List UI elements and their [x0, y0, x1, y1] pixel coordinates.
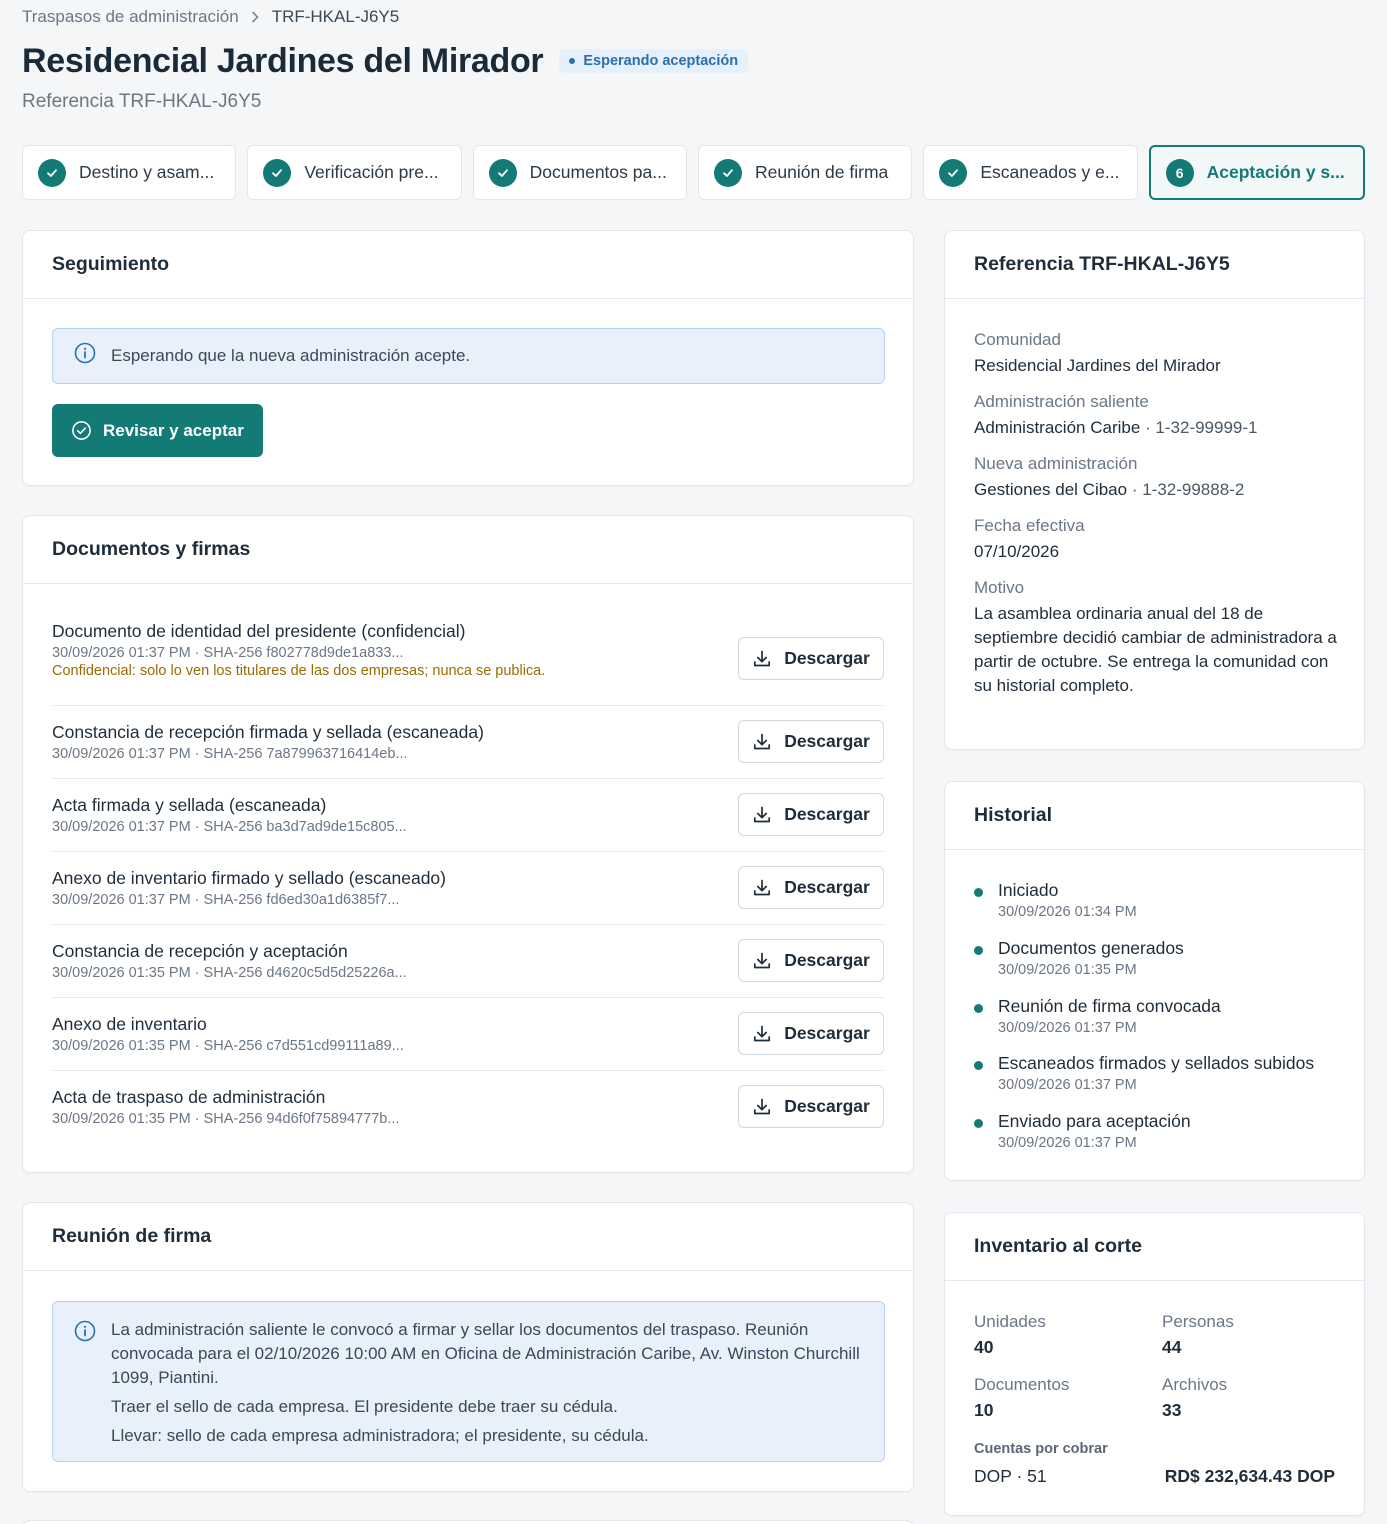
history-card [944, 781, 1365, 1181]
meeting-description: La administración saliente le convocó a firmar y sellar los documentos del traspaso. Reunión convocada para el 02/10/2026 10:00 AM en Oficina de Administración Caribe, Av. Winston Churchill 1099, Piantini. [111, 1320, 860, 1387]
download-button[interactable] [738, 866, 884, 909]
review-accept-label: Revisar y aceptar [103, 420, 244, 440]
download-label: Descargar [784, 877, 870, 897]
people-value: 44 [1162, 1337, 1182, 1357]
document-row [52, 925, 884, 998]
status-badge-label: Esperando aceptación [583, 53, 739, 69]
download-icon [752, 805, 772, 825]
document-row [52, 852, 884, 925]
timeline-dot-icon [974, 1004, 983, 1013]
step-label: Aceptación y s... [1206, 162, 1345, 182]
document-meta: 30/09/2026 01:37 PM · SHA-256 7a879963716414eb... [52, 746, 408, 762]
receivables-label: Cuentas por cobrar [974, 1441, 1108, 1457]
effective-date-label: Fecha efectiva [974, 516, 1085, 535]
download-button[interactable] [738, 637, 884, 680]
document-row [52, 621, 884, 706]
receivables-amount: RD$ 232,634.43 DOP [1164, 1466, 1335, 1486]
history-title: Reunión de firma convocada [998, 996, 1221, 1016]
history-item [974, 938, 1184, 978]
step-label: Reunión de firma [754, 162, 889, 182]
download-icon [752, 1024, 772, 1044]
download-icon [752, 951, 772, 971]
history-item [974, 1111, 1191, 1151]
info-icon [73, 1319, 97, 1350]
page-subtitle: Referencia TRF-HKAL-J6Y5 [22, 91, 262, 112]
document-meta: 30/09/2026 01:37 PM · SHA-256 ba3d7ad9de15c805... [52, 819, 407, 835]
files-label: Archivos [1162, 1375, 1228, 1394]
document-title: Acta de traspaso de administración [52, 1087, 326, 1107]
outgoing-id: · 1-32-99999-1 [1145, 418, 1258, 437]
download-button[interactable] [738, 793, 884, 836]
download-button[interactable] [738, 939, 884, 982]
step-destino[interactable] [22, 145, 236, 200]
history-date: 30/09/2026 01:37 PM [998, 1020, 1137, 1036]
check-icon [714, 159, 742, 187]
community-label: Comunidad [974, 330, 1061, 349]
community-value [974, 354, 1339, 378]
incoming-id: · 1-32-99888-2 [1131, 480, 1245, 499]
breadcrumb-parent-link[interactable]: Traspasos de administración [22, 7, 239, 26]
document-title: Acta firmada y sellada (escaneada) [52, 795, 327, 815]
check-icon [38, 159, 66, 187]
download-button[interactable] [738, 1085, 884, 1128]
document-meta: 30/09/2026 01:37 PM · SHA-256 f802778d9de1a833... [52, 645, 404, 661]
inventory-people [1162, 1312, 1234, 1358]
download-label: Descargar [784, 1023, 870, 1043]
info-banner [52, 328, 885, 384]
document-meta: 30/09/2026 01:35 PM · SHA-256 c7d551cd99111a89... [52, 1038, 404, 1054]
stepper [22, 145, 1365, 200]
confidential-note: Confidencial: solo lo ven los titulares de las dos empresas; nunca se publica. [52, 663, 546, 679]
history-date: 30/09/2026 01:37 PM [998, 1077, 1137, 1093]
document-title: Anexo de inventario firmado y sellado (escaneado) [52, 868, 446, 888]
tracking-card [22, 230, 914, 486]
history-item [974, 1053, 1314, 1093]
inventory-units [974, 1312, 1046, 1358]
incoming-label: Nueva administración [974, 454, 1138, 473]
card-title: Documentos y firmas [23, 516, 913, 584]
timeline-dot-icon [974, 1061, 983, 1070]
card-title: Historial [945, 782, 1364, 850]
download-icon [752, 649, 772, 669]
check-circle-icon [71, 420, 92, 441]
outgoing-label: Administración saliente [974, 392, 1149, 411]
breadcrumb-current: TRF-HKAL-J6Y5 [271, 7, 400, 26]
reference-card [944, 230, 1365, 750]
document-row [52, 1071, 884, 1144]
history-date: 30/09/2026 01:37 PM [998, 1135, 1137, 1151]
inventory-card [944, 1212, 1365, 1516]
chevron-right-icon [251, 11, 260, 23]
document-title: Anexo de inventario [52, 1014, 207, 1034]
people-label: Personas [1162, 1312, 1234, 1331]
document-row [52, 998, 884, 1071]
document-title: Constancia de recepción firmada y sellada (escaneada) [52, 722, 484, 742]
download-label: Descargar [784, 648, 870, 668]
history-item [974, 996, 1221, 1036]
page-title: Residencial Jardines del Mirador [22, 41, 544, 80]
reason-label: Motivo [974, 578, 1025, 597]
units-label: Unidades [974, 1312, 1046, 1331]
document-row [52, 706, 884, 779]
check-icon [489, 159, 517, 187]
meeting-bring: Llevar: sello de cada empresa administradora; el presidente, su cédula. [111, 1426, 649, 1445]
document-row [52, 779, 884, 852]
timeline-dot-icon [974, 946, 983, 955]
step-aceptacion[interactable] [1149, 145, 1365, 200]
card-title: Referencia TRF-HKAL-J6Y5 [945, 231, 1364, 299]
info-text: Esperando que la nueva administración acepte. [111, 346, 471, 365]
outgoing-value [974, 416, 1339, 440]
status-dot-icon [569, 58, 575, 64]
next-card-edge [22, 1520, 914, 1524]
card-title: Reunión de firma [23, 1203, 913, 1271]
reason-value: La asamblea ordinaria anual del 18 de septiembre decidió cambiar de administradora a partir de octubre. Se entrega la comunidad con su historial completo. [974, 604, 1337, 695]
check-icon [939, 159, 967, 187]
effective-date-value: 07/10/2026 [974, 542, 1060, 561]
download-label: Descargar [784, 1096, 870, 1116]
download-icon [752, 878, 772, 898]
outgoing-name: Administración Caribe [974, 418, 1141, 437]
community-name: Residencial Jardines del Mirador [974, 356, 1221, 375]
step-label: Verificación pre... [304, 162, 439, 182]
inventory-files [1162, 1375, 1227, 1421]
document-meta: 30/09/2026 01:35 PM · SHA-256 94d6f0f75894777b... [52, 1111, 400, 1127]
download-label: Descargar [784, 731, 870, 751]
card-title: Seguimiento [23, 231, 913, 299]
history-title: Documentos generados [998, 938, 1184, 958]
files-value: 33 [1162, 1400, 1182, 1420]
meeting-info-banner [52, 1301, 885, 1462]
timeline-dot-icon [974, 888, 983, 897]
document-meta: 30/09/2026 01:35 PM · SHA-256 d4620c5d5d25226a... [52, 965, 407, 981]
review-accept-button[interactable] [52, 404, 263, 457]
receivables-currency: DOP · 51 [974, 1466, 1047, 1486]
download-icon [752, 732, 772, 752]
documents-value: 10 [974, 1400, 994, 1420]
step-escaneados[interactable] [923, 145, 1137, 200]
meeting-requirement: Traer el sello de cada empresa. El presidente debe traer su cédula. [111, 1397, 618, 1416]
step-label: Escaneados y e... [980, 162, 1120, 182]
incoming-value [974, 478, 1339, 502]
step-reunion[interactable] [698, 145, 912, 200]
inventory-documents [974, 1375, 1069, 1421]
download-label: Descargar [784, 950, 870, 970]
card-title: Inventario al corte [945, 1213, 1364, 1281]
breadcrumb [22, 6, 399, 28]
history-date: 30/09/2026 01:34 PM [998, 904, 1137, 920]
document-title: Documento de identidad del presidente (confidencial) [52, 621, 466, 641]
timeline-dot-icon [974, 1119, 983, 1128]
document-meta: 30/09/2026 01:37 PM · SHA-256 fd6ed30a1d6385f7... [52, 892, 400, 908]
documents-card [22, 515, 914, 1173]
history-title: Iniciado [998, 880, 1059, 900]
step-documentos[interactable] [473, 145, 687, 200]
download-button[interactable] [738, 1012, 884, 1055]
documents-label: Documentos [974, 1375, 1070, 1394]
step-label: Destino y asam... [79, 162, 215, 182]
step-number: 6 [1166, 159, 1194, 187]
document-title: Constancia de recepción y aceptación [52, 941, 348, 961]
status-badge [559, 49, 748, 73]
incoming-name: Gestiones del Cibao [974, 480, 1128, 499]
history-title: Escaneados firmados y sellados subidos [998, 1053, 1315, 1073]
download-icon [752, 1097, 772, 1117]
history-item [974, 880, 1137, 920]
history-title: Enviado para aceptación [998, 1111, 1191, 1131]
download-label: Descargar [784, 804, 870, 824]
step-label: Documentos pa... [529, 162, 667, 182]
meeting-card [22, 1202, 914, 1492]
step-verificacion[interactable] [247, 145, 461, 200]
download-button[interactable] [738, 720, 884, 763]
check-icon [263, 159, 291, 187]
info-icon [73, 341, 97, 372]
history-date: 30/09/2026 01:35 PM [998, 962, 1137, 978]
units-value: 40 [974, 1337, 994, 1357]
